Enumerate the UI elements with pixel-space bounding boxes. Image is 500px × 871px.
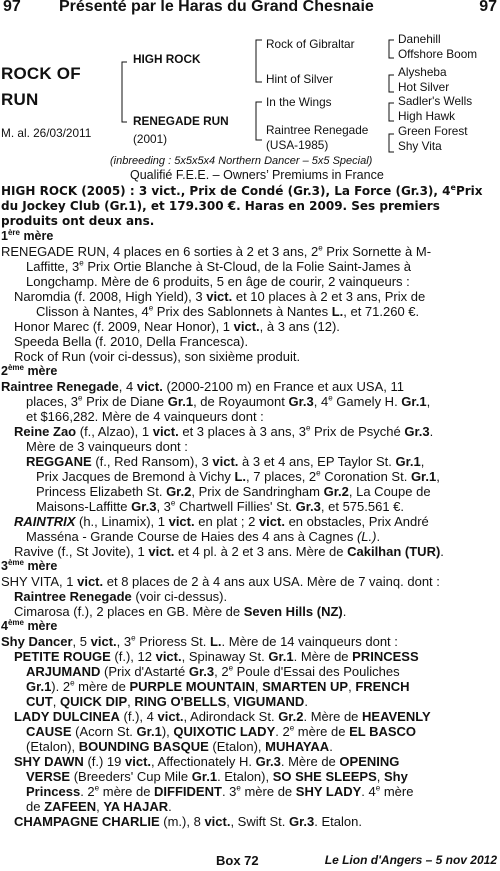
second-dam-line2: places, 3e Prix de Diane Gr.1, de Royaumont Gr.3, 4e Gamely H. Gr.1,	[26, 393, 431, 409]
ravive: Ravive (f., St Jovite), 1 vict. et 4 pl. à 2 et 3 ans. Mère de Cakilhan (TUR).	[14, 544, 444, 559]
reggane-line2: Prix Jacques de Bremond à Vichy L., 7 places, 2e Coronation St. Gr.1,	[36, 468, 440, 484]
box-label: Box 72	[216, 853, 259, 868]
first-dam-line2: Laffitte, 3e Prix Ortie Blanche à St-Cloud, de la Folie Saint-James à	[26, 258, 412, 274]
inbreeding-note: (inbreeding : 5x5x5x4 Northern Dancer – 5x5 Special)	[110, 155, 373, 167]
g3-8: Shy Vita	[398, 139, 442, 153]
first-dam-line1: RENEGADE RUN, 4 places en 6 sorties à 2 et 3 ans, 2e Prix Sornette à M-	[1, 243, 432, 259]
dam-sire: In the Wings	[266, 95, 332, 109]
reggane-line4: Maisons-Laffitte Gr.3, 3e Chartwell Fillies' St. Gr.3, et 575.561 €.	[36, 498, 405, 514]
fourth-dam-heading: 4ème mère	[1, 617, 58, 633]
page-title: Présenté par le Haras du Grand Chesnaie	[59, 0, 374, 15]
shy-dawn-line3: Princess. 2e mère de DIFFIDENT. 3e mère de SHY LADY. 4e mère	[26, 783, 414, 799]
champagne-charlie: CHAMPAGNE CHARLIE (m.), 8 vict., Swift St. Gr.3. Etalon.	[14, 814, 362, 829]
lady-dulcinea-line1: LADY DULCINEA (f.), 4 vict., Adirondack St. Gr.2. Mère de HEAVENLY	[14, 709, 431, 724]
produce-2: Honor Marec (f. 2009, Near Honor), 1 vict., à 3 ans (12).	[14, 319, 340, 334]
reggane-line3: Princess Elizabeth St. Gr.2, Prix de Sandringham Gr.2, La Coupe de	[36, 484, 431, 499]
raintrix-line1: RAINTRIX (h., Linamix), 1 vict. en plat ; 2 vict. en obstacles, Prix André	[14, 514, 429, 529]
dam-dam: Raintree Renegade	[266, 123, 369, 137]
sire-dam: Hint of Silver	[266, 72, 333, 86]
first-dam-heading: 1ère mère	[1, 227, 54, 243]
petite-rouge-line2: ARJUMAND (Prix d'Astarté Gr.3, 2e Poule d'Essai des Pouliches	[26, 663, 400, 679]
third-dam-line2: Raintree Renegade (voir ci-dessus).	[14, 589, 228, 604]
shy-dawn-line1: SHY DAWN (f.) 19 vict., Affectionately H. Gr.3. Mère de OPENING	[14, 754, 400, 769]
third-dam-line3: Cimarosa (f.), 2 places en GB. Mère de Seven Hills (NZ).	[14, 604, 347, 619]
second-dam-heading: 2ème mère	[1, 362, 58, 378]
shy-dawn-line2: VERSE (Breeders' Cup Mile Gr.1. Etalon), SO SHE SLEEPS, Shy	[26, 769, 408, 784]
page-footer	[0, 853, 500, 871]
g3-6: High Hawk	[398, 109, 456, 123]
horse-name-line2: RUN	[1, 90, 39, 109]
produce-4: Rock of Run (voir ci-dessus), son sixième produit.	[14, 349, 301, 364]
sire-name: HIGH ROCK	[133, 52, 201, 66]
fourth-dam-line1: Shy Dancer, 5 vict., 3e Prioress St. L.. Mère de 14 vainqueurs dont :	[1, 633, 398, 649]
petite-rouge-line3: Gr.1). 2e mère de PURPLE MOUNTAIN, SMARTEN UP, FRENCH	[26, 678, 410, 694]
g3-3: Alysheba	[398, 65, 447, 79]
reine-zao-line1: Reine Zao (f., Alzao), 1 vict. et 3 places à 3 ans, 3e Prix de Psyché Gr.3.	[14, 423, 434, 439]
g3-1: Danehill	[398, 32, 441, 46]
reine-zao-line2: Mère de 3 vainqueurs dont :	[26, 439, 188, 454]
third-dam-line1: SHY VITA, 1 vict. et 8 places de 2 à 4 ans aux USA. Mère de 7 vainq. dont :	[1, 574, 440, 589]
reggane-line1: REGGANE (f., Red Ransom), 3 vict. à 3 et 4 ans, EP Taylor St. Gr.1,	[26, 454, 425, 469]
second-dam-line3: et $166,282. Mère de 4 vainqueurs dont :	[26, 409, 264, 424]
g3-4: Hot Silver	[398, 80, 450, 94]
sire-sire: Rock of Gibraltar	[266, 37, 355, 51]
petite-rouge-line4: CUT, QUICK DIP, RING O'BELLS, VIGUMAND.	[26, 694, 308, 709]
dam-dam-origin: (USA-1985)	[266, 138, 329, 152]
pedigree-body	[1, 184, 497, 829]
horse-details: M. al. 26/03/2011	[1, 126, 92, 140]
raintrix-line2: Masséna - Grande Course de Haies des 4 ans à Cagnes (L.).	[26, 529, 381, 544]
box-number-right: 97	[479, 0, 497, 15]
produce-1-line2: Clisson à Nantes, 4e Prix des Sablonnets à Nantes L., et 71.260 €.	[36, 303, 420, 319]
g3-5: Sadler's Wells	[398, 94, 473, 108]
dam-year: (2001)	[133, 132, 168, 146]
petite-rouge-line1: PETITE ROUGE (f.), 12 vict., Spinaway St. Gr.1. Mère de PRINCESS	[14, 649, 419, 664]
shy-dawn-line4: de ZAFEEN, YA HAJAR.	[26, 799, 172, 814]
lady-dulcinea-line3: (Etalon), BOUNDING BASQUE (Etalon), MUHAYAA.	[26, 739, 333, 754]
sire-summary-line3: produits ont deux ans.	[1, 214, 155, 228]
dam-name: RENEGADE RUN	[133, 114, 229, 128]
second-dam-line1: Raintree Renegade, 4 vict. (2000-2100 m) en France et aux USA, 11	[1, 379, 404, 394]
box-number-left: 97	[3, 0, 21, 15]
horse-name-line1: ROCK OF	[1, 64, 81, 83]
sire-summary-line1: HIGH ROCK (2005) : 3 vict., Prix de Condé (Gr.3), La Force (Gr.3), 4ePrix	[1, 183, 483, 198]
g3-7: Green Forest	[398, 124, 468, 138]
produce-3: Speeda Bella (f. 2010, Della Francesca).	[14, 334, 249, 349]
third-dam-heading: 3ème mère	[1, 557, 58, 573]
g3-2: Offshore Boom	[398, 47, 478, 61]
produce-1-line1: Naromdia (f. 2008, High Yield), 3 vict. et 10 places à 2 et 3 ans, Prix de	[14, 289, 426, 304]
first-dam-line3: Longchamp. Mère de 6 produits, 5 en âge de courir, 2 vainqueurs :	[26, 274, 410, 289]
sale-location-date: Le Lion d'Angers – 5 nov 2012	[324, 853, 497, 867]
sire-summary-line2: du Jockey Club (Gr.1), et 179.300 €. Haras en 2009. Ses premiers	[1, 199, 440, 213]
qualification-note: Qualifié F.E.E. – Owners’ Premiums in France	[130, 168, 384, 182]
lady-dulcinea-line2: CAUSE (Acorn St. Gr.1), QUIXOTIC LADY. 2e mère de EL BASCO	[26, 723, 417, 739]
